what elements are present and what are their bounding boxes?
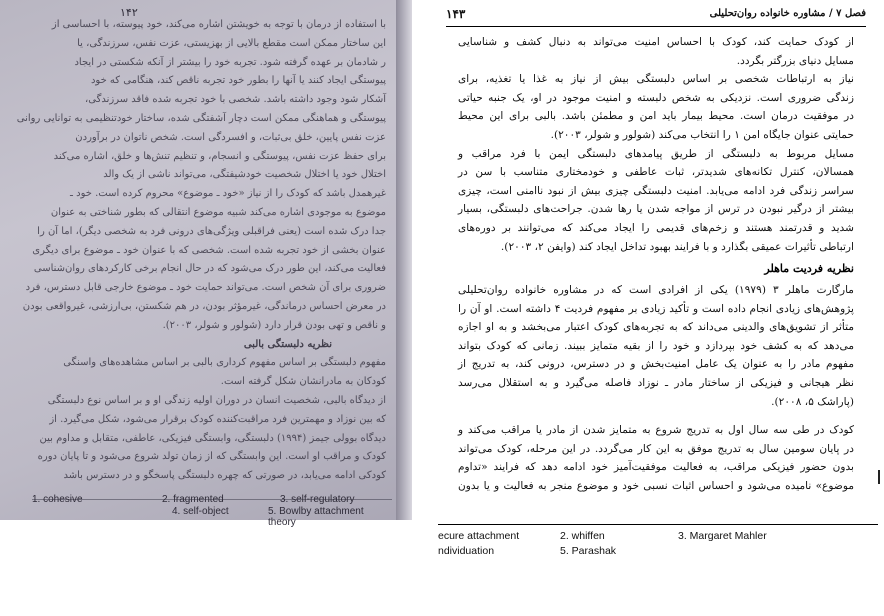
left-text-line: عزت نفس پایین، خلق بی‌ثبات، و افسردگی است. شخص ناتوان در برآوردن: [75, 131, 386, 143]
body-line: متأثر از تشویق‌های والدینی می‌داند که به تجربه‌های کودک اعتبار می‌بخشد و به او اجازه: [458, 321, 854, 334]
left-text-line: که بین نوزاد و مهمترین فرد مراقبت‌کننده کودک برقرار می‌شود، شکل می‌گیرد. از: [49, 413, 386, 425]
right-page: [428, 0, 884, 616]
left-page-number: ۱۴۲: [120, 6, 138, 19]
footnote-2: 2. whiffen: [560, 530, 605, 542]
left-text-line: از دیدگاه بالبی، شخصیت انسان در دوران اولیه زندگی او و بر اساس نوع دلبستگی: [47, 395, 386, 406]
left-text-line: دیدگاه بوولی جیمز (۱۹۹۴) دلبستگی، وابستگی فیزیکی، عاطفی، متقابل و مداوم بین: [39, 432, 386, 444]
body-line: بیشتر از درگیر نبودن در ترس از مواجه شدن یا رها شدن. جراحت‌های دلبستگی، بسیار: [458, 203, 854, 216]
left-text-line: آشکار شود وجود داشته باشد. شخصی با خود تجربه شده فاقد سرزندگی،: [85, 94, 386, 106]
left-text-line: عنوان بخشی از خود تجربه شده است. شخصی که با عنوان خود ـ موضوع برای دیگری: [32, 244, 386, 256]
left-text-line: ر شادمان بر عهده گرفته شود. تجربه خود را بیشتر از آنکه شکستی در ایجاد: [74, 56, 386, 68]
body-line: مارگارت ماهلر ۳ (۱۹۷۹) یکی از افرادی است که در مشاوره خانواده روان‌تحلیلی: [458, 284, 854, 296]
left-text-line: فعالیت می‌کند، این طور درک می‌شود که در حال انجام برخی کارکردهای روان‌شناسی: [33, 263, 386, 275]
body-line: نیاز به ارتباطات شخصی بر اساس دلبستگی بیش از نیاز به غذا یا تغذیه، برای: [458, 73, 854, 86]
body-line: مفهوم مادر را به عنوان یک عامل امنیت‌بخش و در دسترس، درونی کند، به تدریج از: [458, 358, 854, 371]
left-page-scan: [0, 0, 412, 528]
body-line: بدون حضور فیزیکی مراقب، به فعالیت موفقیت‌آمیز خود ادامه دهد که فرایند «تداوم: [458, 461, 854, 474]
left-text-line: با استفاده از درمان با توجه به خویشتن اشاره می‌کند، خود پیوسته، با احساسی از: [51, 19, 386, 30]
body-line: شدید و قدرتمند هستند و زخم‌های قدیمی را ایجاد می‌کند که می‌توانند بر دوره‌های: [458, 222, 854, 234]
body-line: مسایل دنیای بزرگتر بگردد.: [736, 54, 854, 67]
left-footnote-4: 4. self-object: [172, 506, 229, 517]
left-footnote-1: 1. cohesive: [32, 494, 83, 505]
body-line: در پایان سومین سال به تدریج موفق به این کار می‌گردد. در این مرحله، کودک می‌تواند: [458, 442, 854, 455]
left-footnotes-row2: [32, 506, 392, 528]
footnote-4: ndividuation: [438, 545, 495, 557]
left-text-line: کودک و مراقب او است. این وابستگی که از زمان تولد شروع می‌شود و تا پایان دوره: [37, 451, 386, 463]
left-text-line: در معرض احساس درماندگی، غیرمؤثر بودن، در هم شکستن، بی‌ارزشی، غیرواقعی بودن: [22, 301, 386, 312]
chapter-title: فصل ۷ / مشاوره خانواده روان‌تحلیلی: [709, 8, 866, 19]
left-text-line: پیوستگی و هماهنگی ممکن است دچار آشفتگی شده، ساختار خودتنظیمی به توانایی روانی: [16, 113, 386, 124]
body-line: همسالان، کنترل تکانه‌های شدیدتر، ثبات عاطفی و خودمختاری متناسب با سن در: [458, 166, 854, 179]
section-title: نظریه فردیت ماهلر: [764, 262, 854, 275]
body-line: ارتباطی تأثیرات عمیقی بگذارد و با فرایند بهبود تداخل ایجاد کند (وایفن ۲، ۲۰۰۳).: [500, 240, 854, 253]
body-line: زندگی ضروری است. نزدیکی به شخص دلبسته و امنیت موجود در او، یک جنبه حیاتی: [458, 91, 854, 104]
body-line: پژوهش‌های زیادی انجام داده است و تأکید زیادی بر مفهوم فردیت ۴ داشته است. او آن را: [458, 302, 855, 315]
left-text-line: غیرهمدل باشد که کودک را از نیاز «خود ـ موضوع» محروم کرده است. خود ـ: [70, 188, 386, 200]
body-line: در موفقیت درمان است. محیط بیمار باید امن و مطمئن باشد. بالبی برای این محیط: [458, 110, 854, 123]
body-line: کودک در طی سه سال اول به تدریج شروع به متمایز شدن از مادر یا مراقب می‌کند و: [458, 424, 854, 437]
body-line: موضوع» نامیده می‌شود و احساس اثبات نسبی خود و موضوع منجر به فعالیت و یا بدون: [458, 480, 854, 492]
body-line: از کودک حمایت کند، کودک با احساس امنیت می‌تواند به دنبال کشف و شناسایی: [458, 36, 854, 48]
body-line: می‌دهد که به کشف خود بپردازد و خود را از بقیه متمایز ببیند. زمانی که کودک بتواند: [458, 339, 854, 352]
left-text-line: و ناقص و تهی بودن قرار دارد (شولور و شولر، ۲۰۰۳).: [162, 319, 386, 331]
footnote-rule: [438, 524, 878, 525]
body-line: سراسر زندگی فرد ادامه می‌یابد. امنیت دلبستگی چیزی بیش از نبود ناامنی است، چیزی: [458, 184, 854, 197]
body-line: نظر هیجانی و فیزیکی از ساختار مادر ـ نوزاد فاصله می‌گیرد و به استقلال می‌رسد: [458, 377, 854, 389]
left-footnote-2: 2. fragmented: [162, 494, 224, 505]
page-header: [446, 8, 866, 27]
body-line: (پاراشک ۵، ۲۰۰۸).: [771, 395, 854, 408]
left-text-line: پیوستگی ایجاد کنند یا آنها را بطور خود تجربه ناقص کند، هنگامی که خود: [90, 75, 386, 87]
footnote-5: 5. Parashak: [560, 545, 617, 557]
left-text-line: اختلال خود یا اختلال شخصیت خودشیفتگی، می‌تواند ناشی از یک والد: [103, 169, 386, 181]
left-footnote-3: 3. self-regulatory: [280, 494, 355, 505]
body-line: حمایتی عنوان جایگاه امن ۱ را انتخاب می‌کند (شولور و شولر، ۲۰۰۳).: [550, 129, 854, 141]
footnote-1: ecure attachment: [438, 530, 520, 542]
page-number: ۱۴۳: [446, 7, 466, 21]
left-text-line: کودکان به مادرانشان شکل گرفته است.: [220, 376, 386, 388]
left-text-line: جدا درک شده است (یعنی فراقبلی ویژگی‌های درونی فرد به شخصی دیگر)، اما آن را: [37, 225, 386, 237]
left-footnote-5: 5. Bowlby attachment theory: [268, 506, 364, 528]
left-section-title: نظریه دلبستگی بالبی: [243, 338, 332, 350]
left-text-line: ضروری برای آن شخص است. می‌تواند حمایت خود ـ موضوع خارجی قابل دسترس، فرد: [25, 282, 386, 294]
left-text-line: کودکی ادامه می‌یابد، در صورتی که چهره دلبستگی پاسخگو و در دسترس باشد: [63, 470, 386, 482]
left-text-line: مفهوم دلبستگی بر اساس مفهوم کرداری بالبی بر اساس مشاهده‌های واسنگی: [63, 357, 386, 369]
margin-mark: [878, 470, 880, 484]
left-text-line: این ساختار ممکن است مقطع بالایی از بهزیستی، عزت نفس، سرزندگی، یا: [77, 37, 386, 49]
body-line: مسایل مربوط به دلبستگی از طریق پیامدهای دلبستگی ایمن با فرد مراقب و: [458, 147, 854, 160]
left-text-line: موضوع به موجودی اشاره می‌کند شبیه موضوع انتقالی که بطور شناختی به عنوان: [50, 207, 386, 218]
footnote-3: 3. Margaret Mahler: [678, 530, 767, 542]
left-text-line: برای حفظ عزت نفس، پیوستگی و انسجام، و تنظیم تنش‌ها و خلق، اشاره می‌کند: [53, 150, 386, 162]
book-spine: [396, 0, 412, 520]
